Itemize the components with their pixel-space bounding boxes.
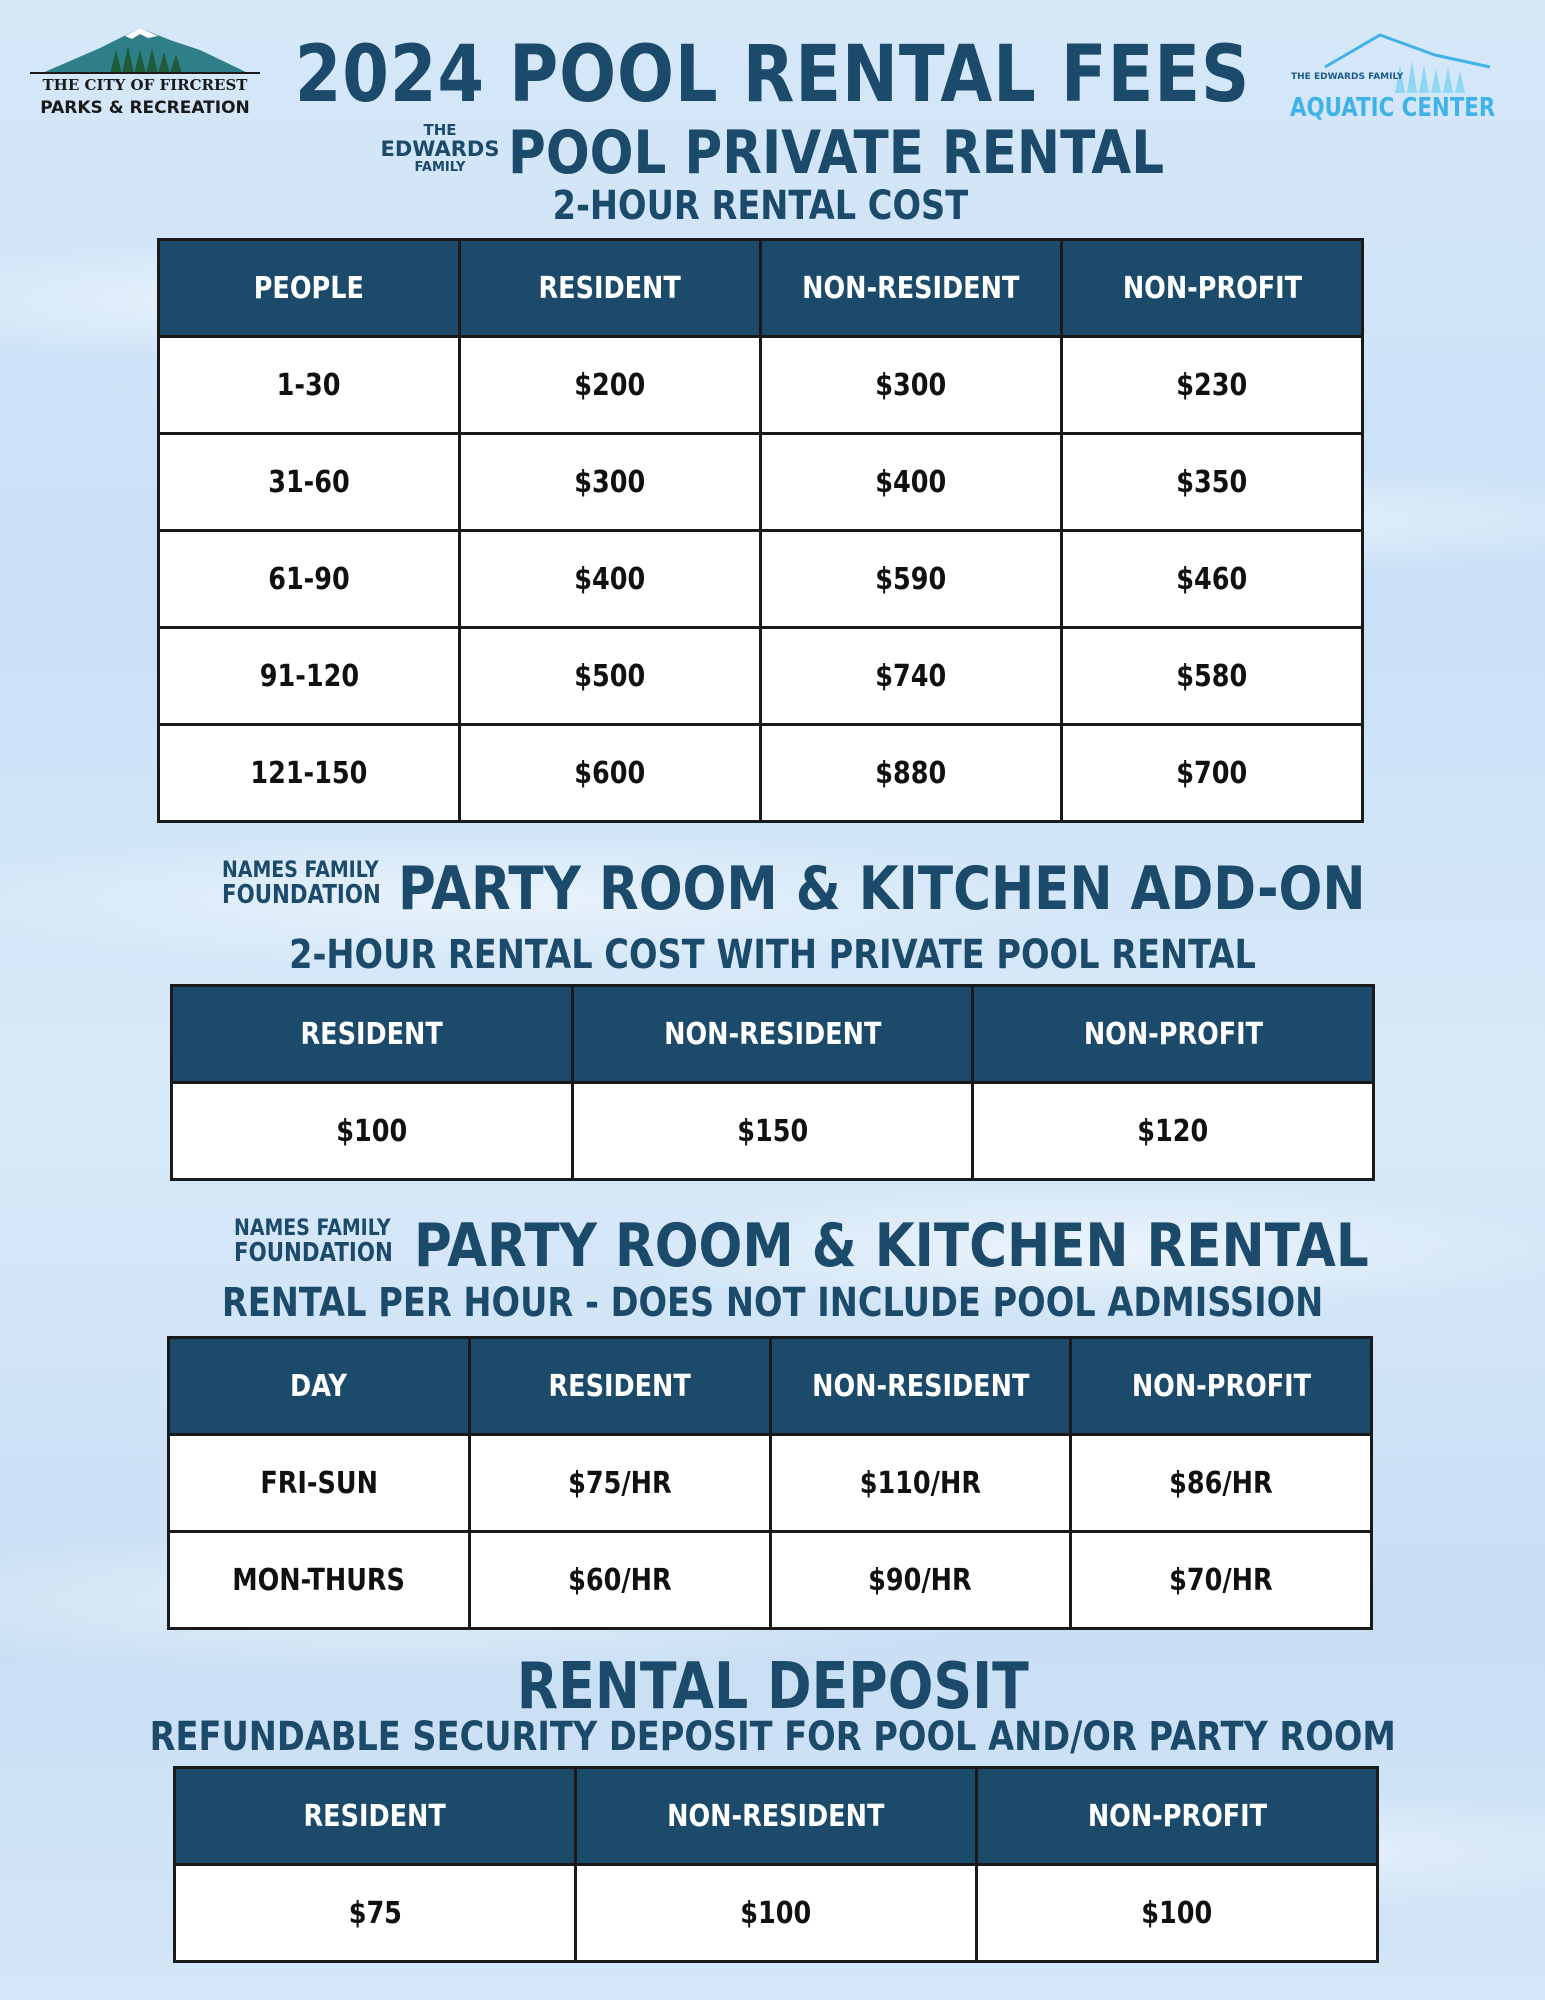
logo-city-text: THE CITY OF FIRCREST [30,72,260,94]
header-non-resident: NON-RESIDENT [811,1368,1029,1404]
table-row: $75 $100 $100 [175,1865,1378,1962]
header-non-resident: NON-RESIDENT [802,270,1020,306]
header-non-profit: NON-PROFIT [1131,1368,1311,1404]
party-heading: PARTY ROOM & KITCHEN RENTAL [414,1211,1369,1281]
header-day: DAY [290,1368,348,1404]
table-row: MON-THURS $60/HR $90/HR $70/HR [169,1532,1372,1629]
logo-edwards-text: THE EDWARDS FAMILY [1291,72,1404,82]
party-room-table [167,1336,1373,1630]
header-non-resident: NON-RESIDENT [667,1798,885,1834]
party-sponsor: NAMES FAMILY FOUNDATION [234,1216,393,1268]
pool-subheading: 2-HOUR RENTAL COST [552,183,968,229]
logo-aquatic-text: AQUATIC CENTER [1290,93,1496,123]
addon-heading: PARTY ROOM & KITCHEN ADD-ON [398,854,1366,924]
header-non-profit: NON-PROFIT [1083,1016,1263,1052]
header-resident: RESIDENT [548,1368,691,1404]
table-row: 91-120 $500 $740 $580 [159,628,1363,725]
table-header-row [159,240,1363,337]
header-resident: RESIDENT [300,1016,443,1052]
table-row: 61-90 $400 $590 $460 [159,531,1363,628]
logo-parks-text: PARKS & RECREATION [40,98,250,118]
header-non-profit: NON-PROFIT [1122,270,1302,306]
header-people: PEOPLE [253,270,365,306]
deposit-subheading: REFUNDABLE SECURITY DEPOSIT FOR POOL AND/OR PARTY ROOM [149,1714,1396,1760]
table-header-row [169,1338,1372,1435]
header-resident: RESIDENT [303,1798,447,1834]
header-resident: RESIDENT [538,270,682,306]
pool-heading: POOL PRIVATE RENTAL [508,118,1165,188]
header-non-profit: NON-PROFIT [1087,1798,1267,1834]
deposit-heading: RENTAL DEPOSIT [516,1650,1029,1724]
addon-sponsor: NAMES FAMILY FOUNDATION [222,858,381,910]
table-header-row [172,986,1374,1083]
pool-sponsor: THE EDWARDS FAMILY [380,121,500,175]
table-row: 121-150 $600 $880 $700 [159,725,1363,822]
party-subheading: RENTAL PER HOUR - DOES NOT INCLUDE POOL ADMISSION [221,1280,1324,1326]
table-row: FRI-SUN $75/HR $110/HR $86/HR [169,1435,1372,1532]
table-row: $100 $150 $120 [172,1083,1374,1180]
deposit-table [173,1766,1379,1963]
table-row: 31-60 $300 $400 $350 [159,434,1363,531]
page-title: 2024 POOL RENTAL FEES [294,30,1251,120]
table-header-row [175,1768,1378,1865]
table-row: 1-30 $200 $300 $230 [159,337,1363,434]
pool-rental-table [157,238,1364,823]
addon-table [170,984,1375,1181]
header-non-resident: NON-RESIDENT [663,1016,882,1052]
addon-subheading: 2-HOUR RENTAL COST WITH PRIVATE POOL RENTAL [289,932,1256,978]
